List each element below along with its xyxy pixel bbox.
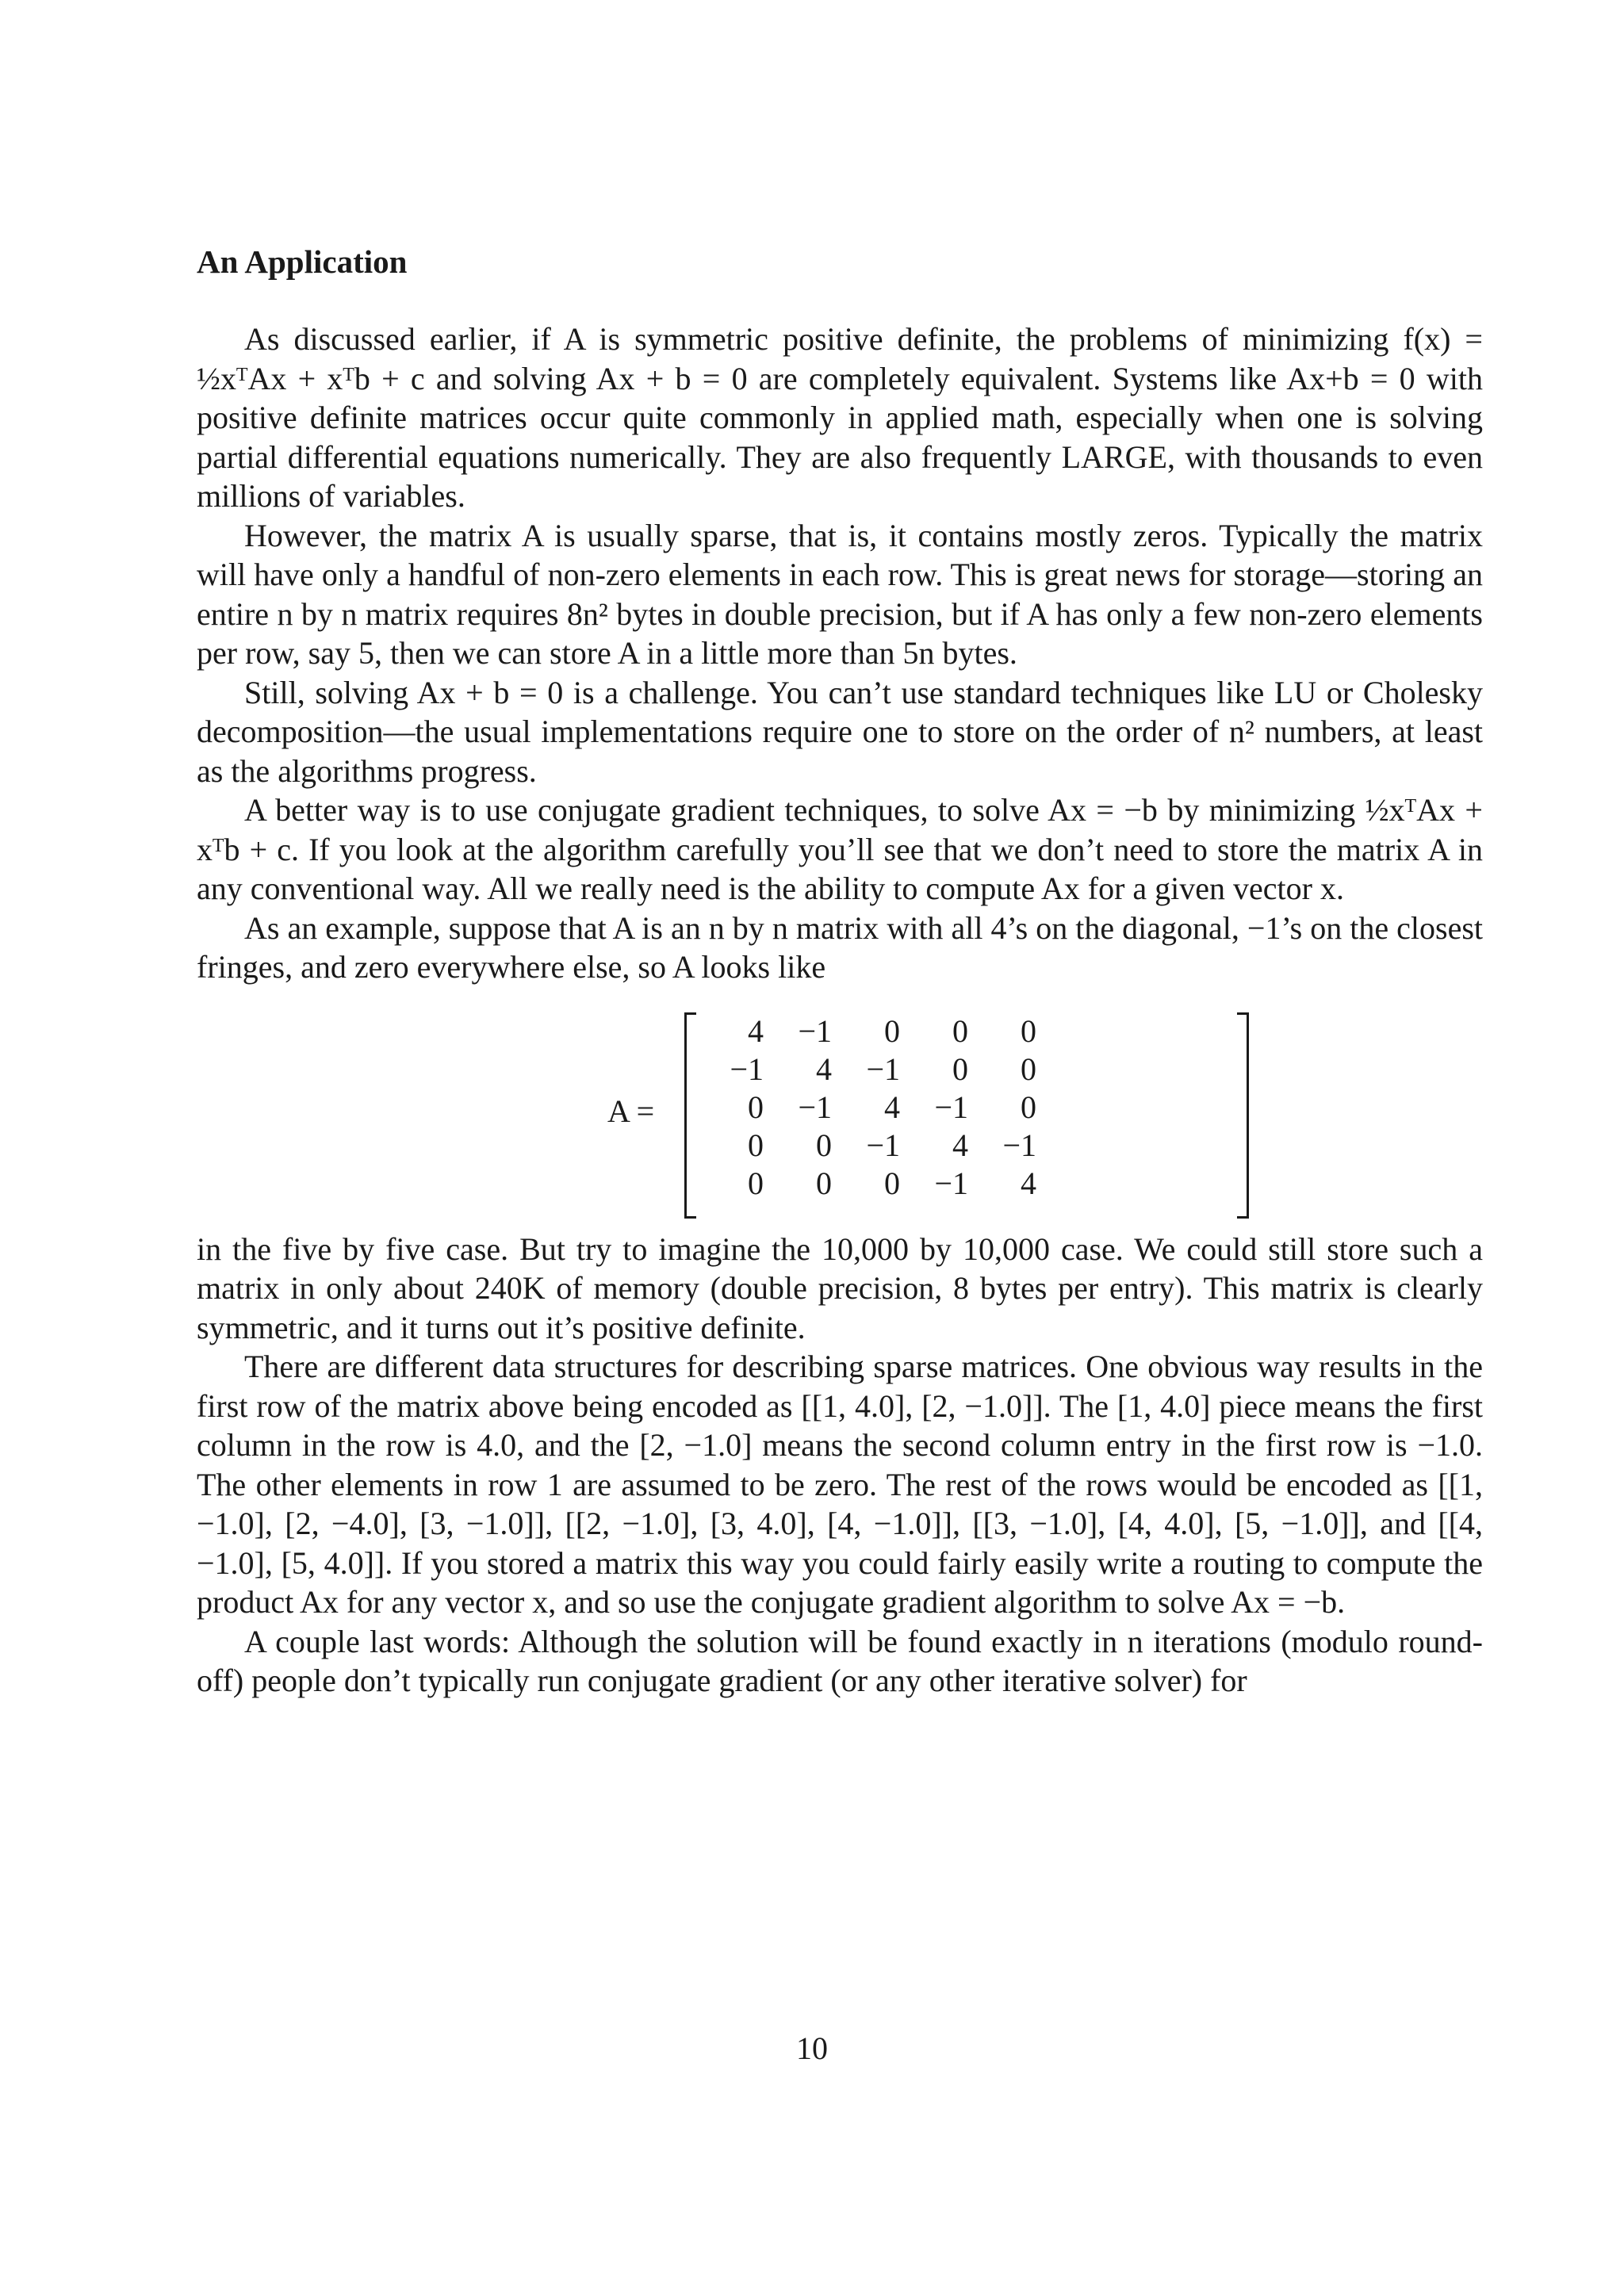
matrix-cell-r4-c4: 4 — [952, 1127, 968, 1163]
matrix-label: A = — [607, 1093, 655, 1129]
matrix-cell-r5-c1: 0 — [748, 1165, 764, 1201]
matrix-cell-r2-c1: −1 — [730, 1050, 764, 1087]
paragraph-8: A couple last words: Although the solution will be found exactly in n iterations (modulo round-off) people don’t typically run conjugate gradient (or any other iterative solver) for — [197, 1623, 1483, 1698]
matrix-cell-r3-c2: −1 — [798, 1089, 832, 1125]
section-heading: An Application — [197, 243, 408, 280]
matrix-cell-r2-c5: 0 — [1021, 1050, 1036, 1087]
paragraph-2: However, the matrix A is usually sparse, that is, it contains mostly zeros. Typically the matrix will have only a handful of non-zero elements in each row. This is great news for storage—storing an entire n by n matrix requires 8n² bytes in double precision, but if A has only a few non-zero elements per row, say 5, then we can store A in a little more than 5n bytes. — [197, 517, 1483, 671]
matrix-cell-r3-c1: 0 — [748, 1089, 764, 1125]
matrix-cell-r4-c5: −1 — [1002, 1127, 1036, 1163]
matrix-A — [684, 1009, 1249, 1217]
matrix-right-bracket — [1237, 1012, 1249, 1219]
matrix-cell-r5-c4: −1 — [934, 1165, 968, 1201]
matrix-display — [197, 1009, 1483, 1217]
matrix-cell-r2-c2: 4 — [816, 1050, 832, 1087]
paragraph-4: A better way is to use conjugate gradient techniques, to solve Ax = −b by minimizing ½xᵀAx + xᵀb + c. If you look at the algorithm carefully you’ll see that we don’t need to store the matrix A in any conventional way. All we really need is the ability to compute Ax for a given vector x. — [197, 792, 1483, 906]
paragraph-1: As discussed earlier, if A is symmetric positive definite, the problems of minimizing f(x) = ½xᵀAx + xᵀb + c and solving Ax + b = 0 are completely equivalent. Systems like Ax+b = 0 with positive definite matrices occur quite commonly in applied math, especially when one is solving partial differential equations numerically. They are also frequently LARGE, with thousands to even millions of variables. — [197, 321, 1483, 514]
matrix-cell-r4-c3: −1 — [866, 1127, 900, 1163]
paragraph-7: There are different data structures for describing sparse matrices. One obvious way results in the first row of the matrix above being encoded as [[1, 4.0], [2, −1.0]]. The [1, 4.0] piece means the first column in the row is 4.0, and the [2, −1.0] means the second column entry in the first row is −1.0. The other elements in row 1 are assumed to be zero. The rest of the rows would be encoded as [[1, −1.0], [2, −4.0], [3, −1.0]], [[2, −1.0], [3, 4.0], [4, −1.0]], [[3, −1.0], [4, 4.0], [5, −1.0]], and [[4, −1.0], [5, 4.0]]. If you stored a matrix this way you could fairly easily write a routing to compute the product Ax for any vector x, and so use the conjugate gradient algorithm to solve Ax = −b. — [197, 1349, 1483, 1620]
matrix-cell-r5-c3: 0 — [884, 1165, 900, 1201]
paragraph-3: Still, solving Ax + b = 0 is a challenge. You can’t use standard techniques like LU or Cholesky decomposition—the usual implementations require one to store on the order of n² numbers, at least as the algorithms progress. — [197, 674, 1483, 789]
page-body — [197, 242, 1483, 1701]
paragraph-5: As an example, suppose that A is an n by n matrix with all 4’s on the diagonal, −1’s on the closest fringes, and zero everywhere else, so A looks like — [197, 909, 1483, 985]
matrix-cell-r1-c3: 0 — [884, 1012, 900, 1049]
matrix-cell-r2-c3: −1 — [866, 1050, 900, 1087]
matrix-cell-r1-c2: −1 — [798, 1012, 832, 1049]
paragraph-6: in the five by five case. But try to imagine the 10,000 by 10,000 case. We could still store such a matrix in only about 240K of memory (double precision, 8 bytes per entry). This matrix is clearly symmetric, and it turns out it’s positive definite. — [197, 1230, 1483, 1345]
matrix-cell-r3-c5: 0 — [1021, 1089, 1036, 1125]
matrix-cell-r1-c1: 4 — [748, 1012, 764, 1049]
matrix-cell-r1-c4: 0 — [952, 1012, 968, 1049]
matrix-cell-r4-c1: 0 — [748, 1127, 764, 1163]
matrix-cell-r1-c5: 0 — [1021, 1012, 1036, 1049]
matrix-cell-r3-c3: 4 — [884, 1089, 900, 1125]
page-number: 10 — [796, 2030, 828, 2066]
matrix-cell-r4-c2: 0 — [816, 1127, 832, 1163]
matrix-cell-r3-c4: −1 — [934, 1089, 968, 1125]
matrix-cell-r5-c2: 0 — [816, 1165, 832, 1201]
matrix-cell-r5-c5: 4 — [1021, 1165, 1036, 1201]
matrix-cell-r2-c4: 0 — [952, 1050, 968, 1087]
